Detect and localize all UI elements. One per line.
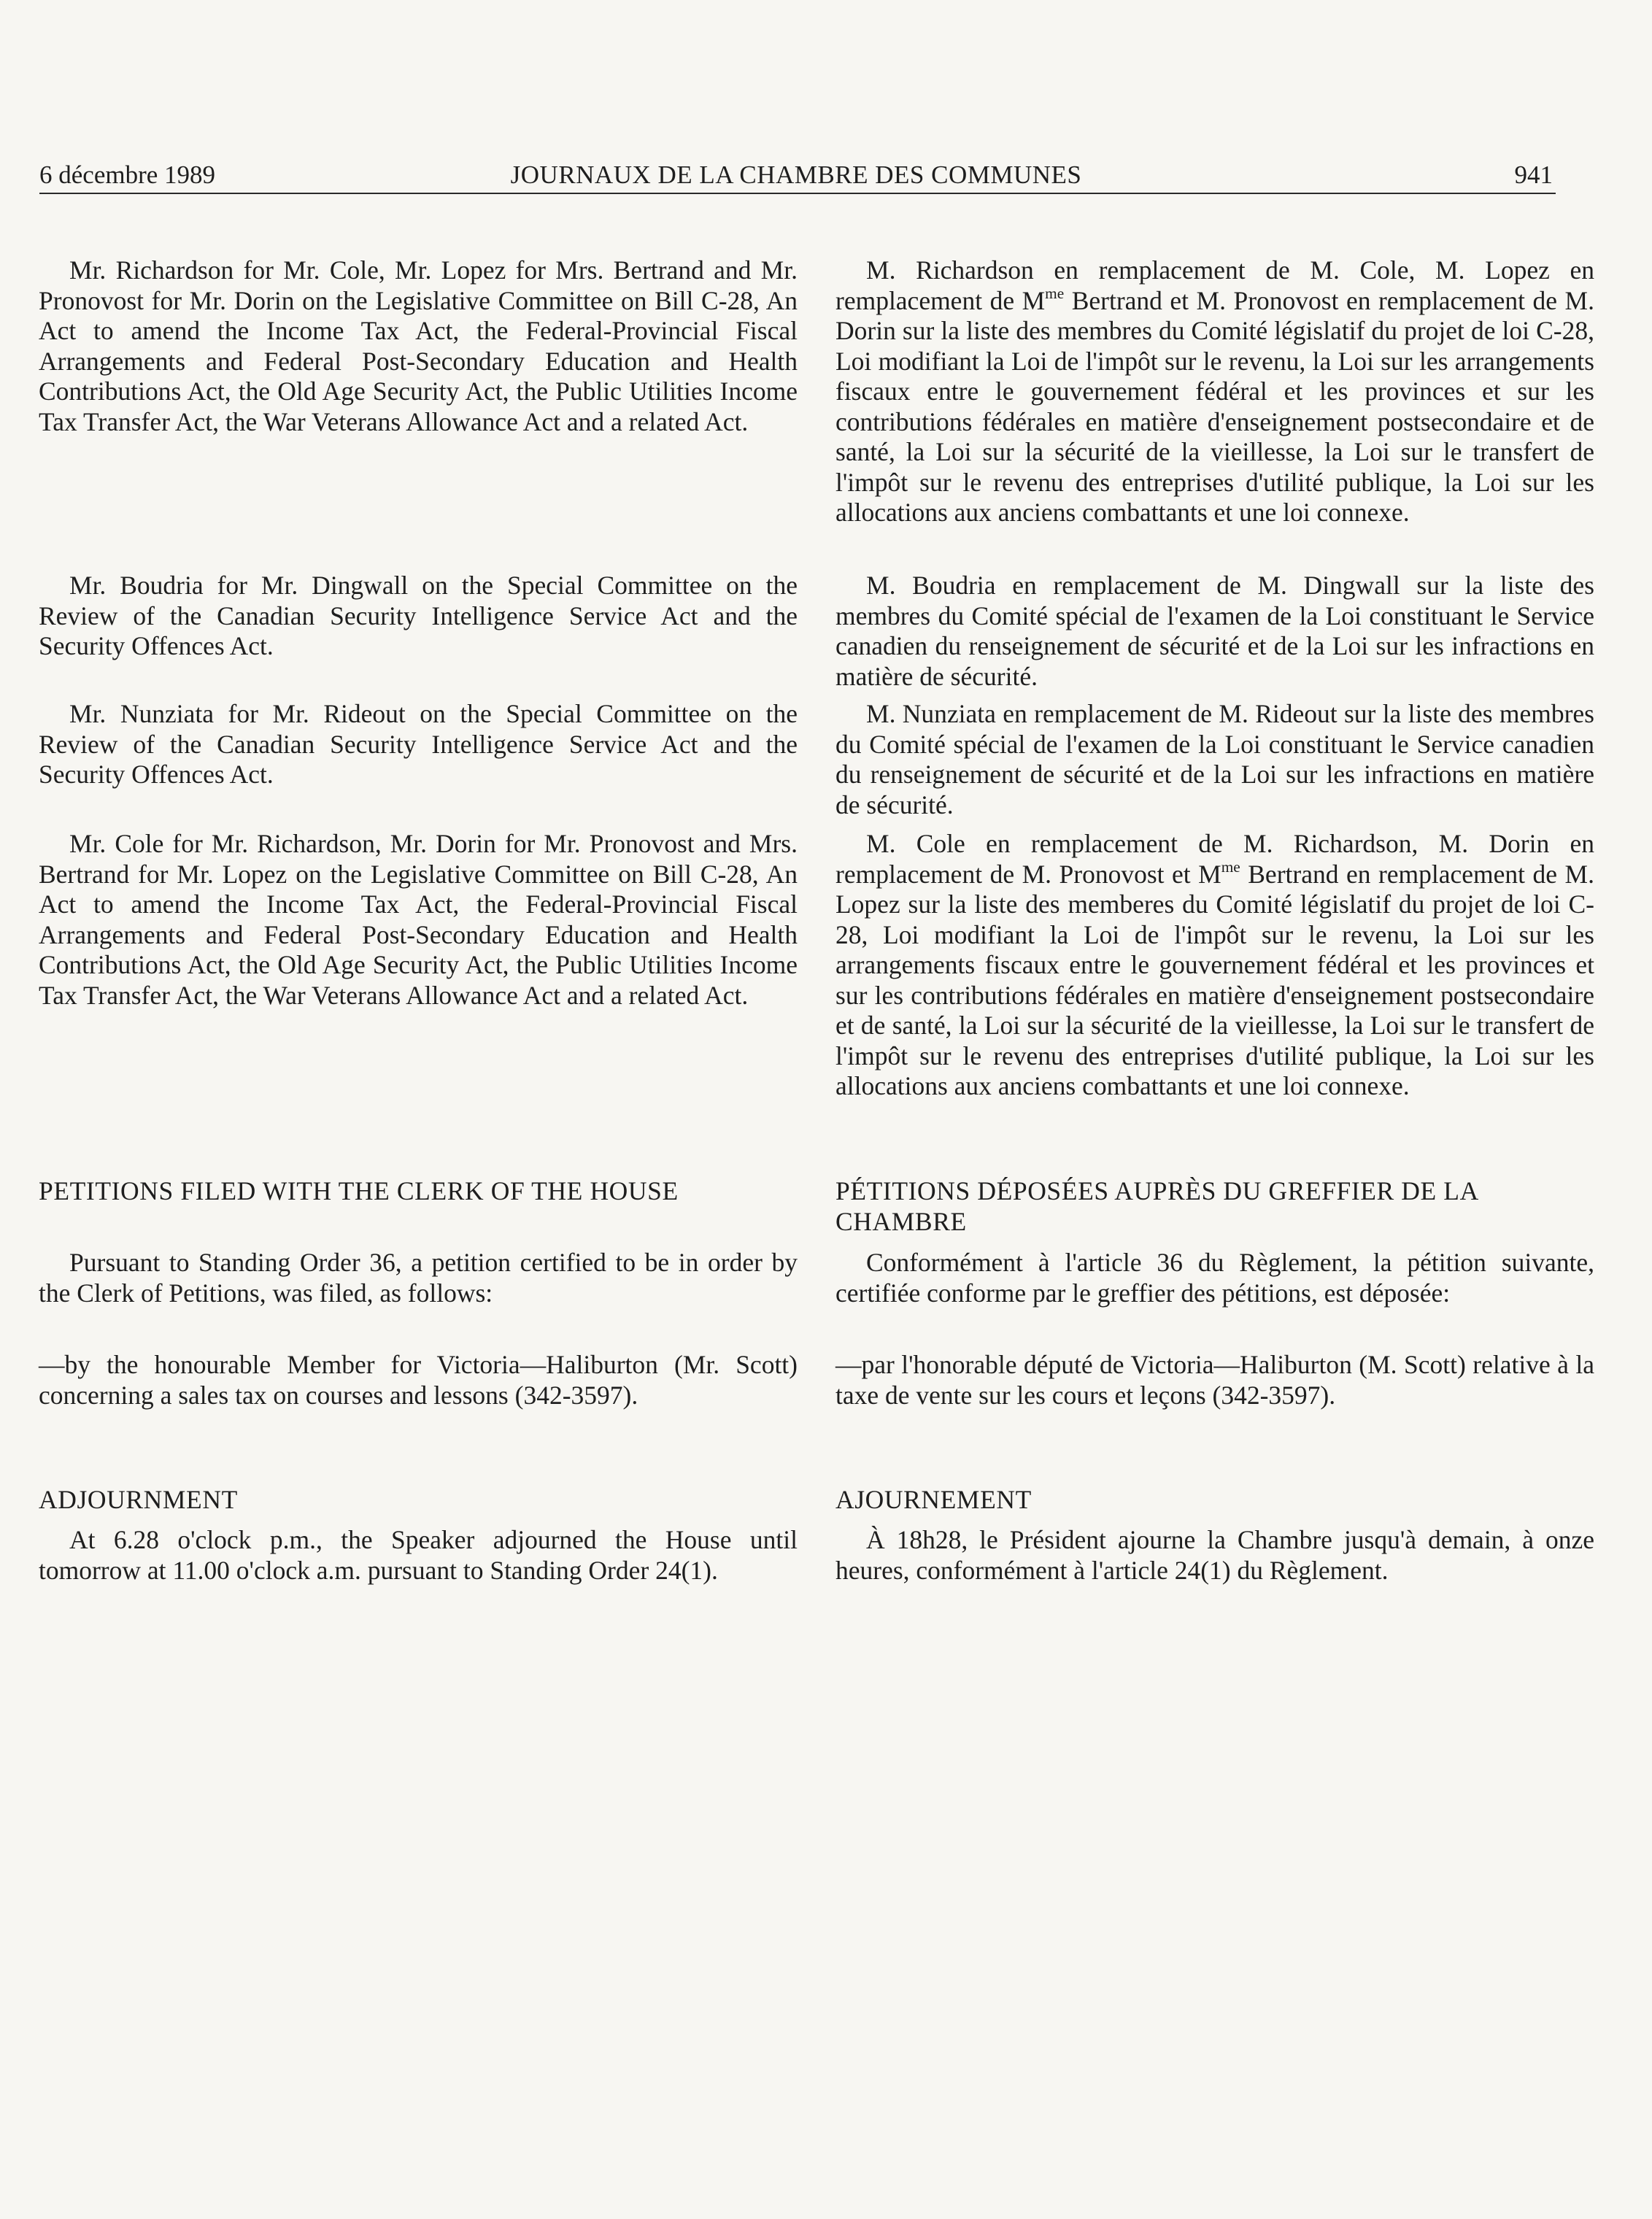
en-paragraph-cole: Mr. Cole for Mr. Richardson, Mr. Dorin for Mr. Pronovost and Mrs. Bertrand for Mr. Lopez on the Legislative Committee on Bill C-28, An Act to amend the Income Tax Act, the Federal-Provincial Fiscal Arrangements and Federal Post-Secondary Education and Health Contributions Act, the Old Age Security Act, the Public Utilities Income Tax Transfer Act, the War Veterans Allowance Act and a related Act.: [39, 829, 798, 1010]
fr-paragraph-boudria: M. Boudria en remplacement de M. Dingwall sur la liste des membres du Comité spécial de l'examen de la Loi constituant le Service canadien du renseignement de sécurité et de la Loi sur les infractions en matière de sécurité.: [835, 571, 1594, 691]
page-number: 941: [1514, 161, 1553, 189]
en-paragraph-boudria: Mr. Boudria for Mr. Dingwall on the Special Committee on the Review of the Canadian Security Intelligence Service Act and the Security Offences Act.: [39, 571, 798, 660]
header-date: 6 décembre 1989: [39, 161, 216, 189]
fr-paragraph-richardson: M. Richardson en remplacement de M. Cole, M. Lopez en remplacement de $M^{me}$ Bertrand et M. Pronovost en remplacement de M. Dorin sur la liste des membres du Comité législatif du projet de loi C-28, Loi modifiant la Loi de l'impôt sur le revenu, la Loi sur les arrangements fiscaux entre le gouvernement fédéral et les provinces et sur les contributions fédérales en matière d'enseignement postsecondaire et de santé, la Loi sur la sécurité de la vieillesse, la Loi sur le transfert de l'impôt sur le revenu des entreprises d'utilité publique, la Loi sur les allocations aux anciens combattants et une loi connexe.: [835, 255, 1594, 527]
en-petition-item: —by the honourable Member for Victoria—Haliburton (Mr. Scott) concerning a sales tax on courses and lessons (342-3597).: [39, 1350, 798, 1410]
en-petitions-intro: Pursuant to Standing Order 36, a petition certified to be in order by the Clerk of Petitions, was filed, as follows:: [39, 1248, 798, 1308]
fr-paragraph-nunziata: M. Nunziata en remplacement de M. Rideout sur la liste des membres du Comité spécial de l'examen de la Loi constituant le Service canadien du renseignement de sécurité et de la Loi sur les infractions en matière de sécurité.: [835, 699, 1594, 819]
fr-petition-item: —par l'honorable député de Victoria—Haliburton (M. Scott) relative à la taxe de vente sur les cours et leçons (342-3597).: [835, 1350, 1594, 1410]
en-paragraph-nunziata: Mr. Nunziata for Mr. Rideout on the Special Committee on the Review of the Canadian Security Intelligence Service Act and the Security Offences Act.: [39, 699, 798, 789]
fr-petitions-intro: Conformément à l'article 36 du Règlement, la pétition suivante, certifiée conforme par le greffier des pétitions, est déposée:: [835, 1248, 1594, 1308]
fr-petitions-heading: PÉTITIONS DÉPOSÉES AUPRÈS DU GREFFIER DE LA CHAMBRE: [835, 1176, 1478, 1236]
header-title: JOURNAUX DE LA CHAMBRE DES COMMUNES: [510, 161, 1082, 189]
fr-paragraph-cole: M. Cole en remplacement de M. Richardson, M. Dorin en remplacement de M. Pronovost et $M^{me}$ Bertrand en remplacement de M. Lopez sur la liste des memberes du Comité législatif du projet de loi C-28, Loi modifiant la Loi de l'impôt sur le revenu, la Loi sur les arrangements fiscaux entre le gouvernement fédéral et les provinces et sur les contributions fédérales en matière d'enseignement postsecondaire et de santé, la Loi sur la sécurité de la vieillesse, la Loi sur le transfert de l'impôt sur le revenu des entreprises d'utilité publique, la Loi sur les allocations aux anciens combattants et une loi connexe.: [835, 829, 1594, 1100]
en-paragraph-richardson: Mr. Richardson for Mr. Cole, Mr. Lopez for Mrs. Bertrand and Mr. Pronovost for Mr. Dorin on the Legislative Committee on Bill C-28, An Act to amend the Income Tax Act, the Federal-Provincial Fiscal Arrangements and Federal Post-Secondary Education and Health Contributions Act, the Old Age Security Act, the Public Utilities Income Tax Transfer Act, the War Veterans Allowance Act and a related Act.: [39, 255, 798, 436]
fr-adjournment-text: À 18h28, le Président ajourne la Chambre jusqu'à demain, à onze heures, conformément à l'article 24(1) du Règlement.: [835, 1525, 1594, 1585]
header-rule: [39, 193, 1556, 194]
fr-adjournment-heading: AJOURNEMENT: [835, 1485, 1032, 1514]
en-adjournment-heading: ADJOURNMENT: [39, 1485, 238, 1514]
en-petitions-heading: PETITIONS FILED WITH THE CLERK OF THE HOUSE: [39, 1176, 679, 1205]
en-adjournment-text: At 6.28 o'clock p.m., the Speaker adjourned the House until tomorrow at 11.00 o'clock a.m. pursuant to Standing Order 24(1).: [39, 1525, 798, 1585]
